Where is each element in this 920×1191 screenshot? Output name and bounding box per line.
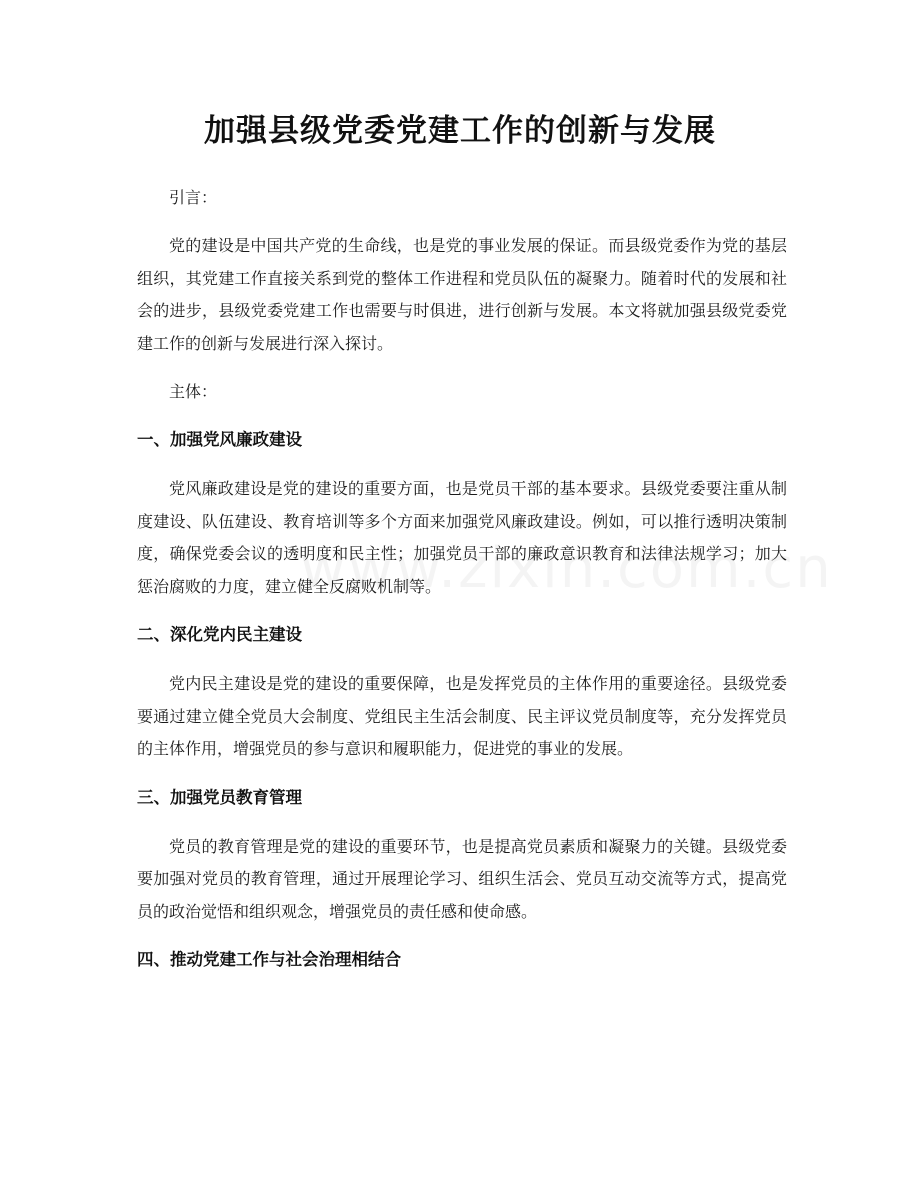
body-label: 主体： (169, 382, 218, 401)
section-heading-3: 三、加强党员教育管理 (137, 787, 302, 807)
section-paragraph-3: 党员的教育管理是党的建设的重要环节，也是提高党员素质和凝聚力的关键。县级党委要加强对党员的教育管理，通过开展理论学习、组织生活会、党员互动交流等方式，提高党员的政治觉悟和组织观念，增强党员的责任感和使命感。 (137, 836, 787, 921)
page-title: 加强县级党委党建工作的创新与发展 (204, 113, 716, 149)
section-paragraph-2: 党内民主建设是党的建设的重要保障，也是发挥党员的主体作用的重要途径。县级党委要通过建立健全党员大会制度、党组民主生活会制度、民主评议党员制度等，充分发挥党员的主体作用，增强党员的参与意识和履职能力，促进党的事业的发展。 (137, 674, 787, 758)
section-paragraph-1: 党风廉政建设是党的建设的重要方面，也是党员干部的基本要求。县级党委要注重从制度建设、队伍建设、教育培训等多个方面来加强党风廉政建设。例如，可以推行透明决策制度，确保党委会议的透明度和民主性；加强党员干部的廉政意识教育和法律法规学习；加大惩治腐败的力度，建立健全反腐败机制等。 (137, 479, 787, 596)
section-heading-1: 一、加强党风廉政建设 (137, 430, 302, 449)
section-heading-2: 二、深化党内民主建设 (137, 625, 302, 644)
intro-paragraph: 党的建设是中国共产党的生命线，也是党的事业发展的保证。而县级党委作为党的基层组织，其党建工作直接关系到党的整体工作进程和党员队伍的凝聚力。随着时代的发展和社会的进步，县级党委党建工作也需要与时俱进，进行创新与发展。本文将就加强县级党委党建工作的创新与发展进行深入探讨。 (137, 236, 787, 353)
intro-label: 引言： (169, 188, 218, 207)
section-heading-4: 四、推动党建工作与社会治理相结合 (137, 950, 401, 969)
document-body (137, 182, 787, 993)
